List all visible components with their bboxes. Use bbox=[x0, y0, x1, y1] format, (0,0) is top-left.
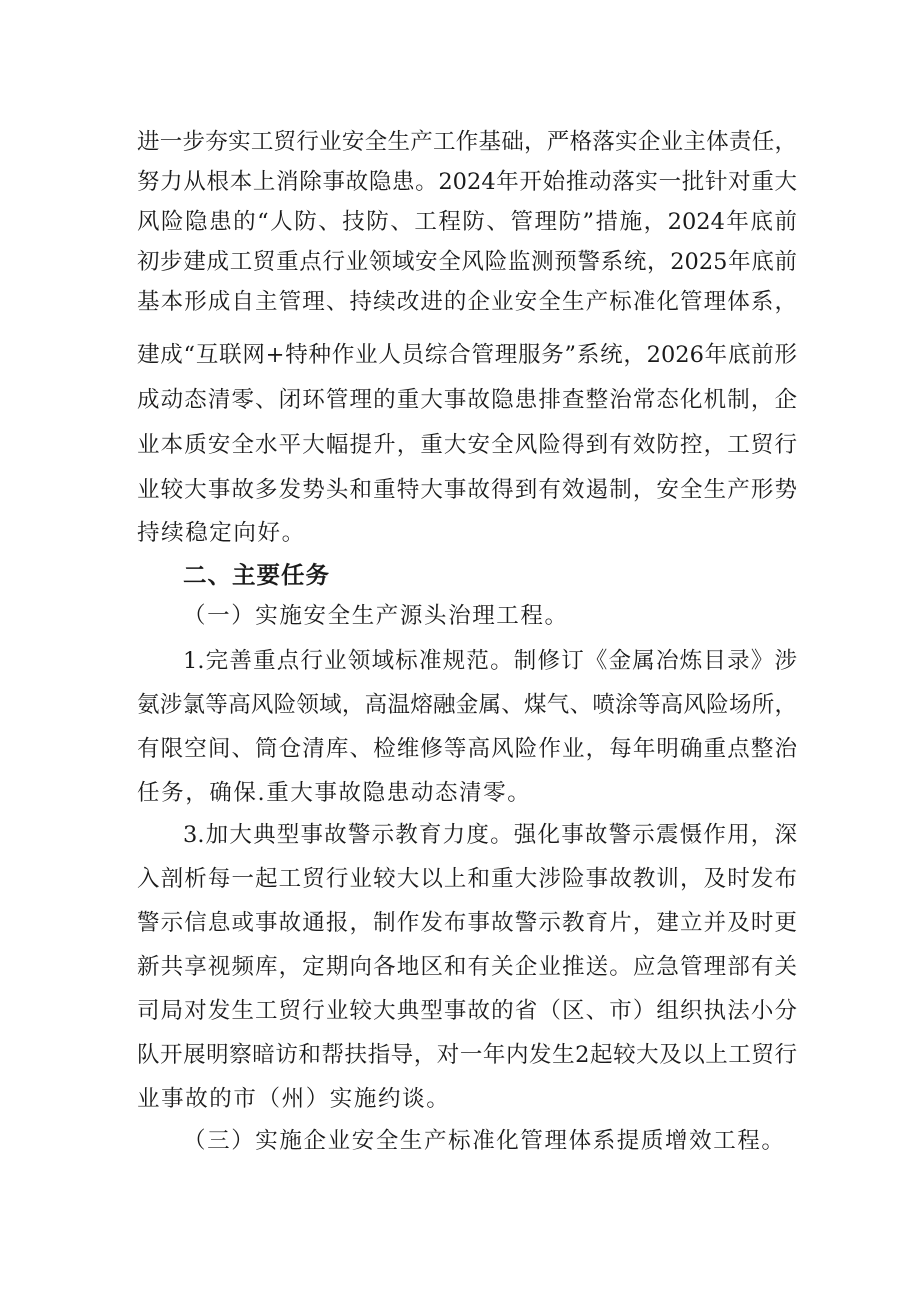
paragraph-line: 任务，确保.重大事故隐患动态清零。 bbox=[137, 780, 532, 806]
paragraph-line: 有限空间、筒仓清库、检维修等高风险作业，每年明确重点整治 bbox=[137, 736, 797, 762]
paragraph-line: 进一步夯实工贸行业安全生产工作基础，严格落实企业主体责任， bbox=[137, 129, 797, 155]
paragraph-line: 警示信息或事故通报，制作发布事故警示教育片，建立并及时更 bbox=[137, 910, 797, 936]
paragraph-line: 业事故的市（州）实施约谈。 bbox=[137, 1086, 451, 1112]
subsection-title: （三）实施企业安全生产标准化管理体系提质增效工程。 bbox=[183, 1128, 786, 1154]
paragraph-line: 队开展明察暗访和帮扶指导，对一年内发生2起较大及以上工贸行 bbox=[137, 1042, 797, 1068]
subsection-title: （一）实施安全生产源头治理工程。 bbox=[183, 603, 569, 629]
paragraph-line: 新共享视频库，定期向各地区和有关企业推送。应急管理部有关 bbox=[137, 954, 797, 980]
paragraph-line: 入剖析每一起工贸行业较大以上和重大涉险事故教训，及时发布 bbox=[137, 866, 797, 892]
paragraph-line: 风险隐患的“人防、技防、工程防、管理防”措施，2024年底前 bbox=[137, 209, 797, 235]
paragraph-line: 建成“互联网+特种作业人员综合管理服务”系统，2026年底前形 bbox=[137, 342, 797, 368]
paragraph-line: 成动态清零、闭环管理的重大事故隐患排查整治常态化机制，企 bbox=[137, 387, 797, 413]
paragraph-line: 业本质安全水平大幅提升，重大安全风险得到有效防控，工贸行 bbox=[137, 432, 797, 458]
paragraph-line: 基本形成自主管理、持续改进的企业安全生产标准化管理体系， bbox=[137, 289, 797, 315]
paragraph-line: 氨涉氯等高风险领域，高温熔融金属、煤气、喷涂等高风险场所， bbox=[137, 692, 797, 718]
paragraph-line: 司局对发生工贸行业较大典型事故的省（区、市）组织执法小分 bbox=[137, 998, 797, 1024]
paragraph-line: 业较大事故多发势头和重特大事故得到有效遏制，安全生产形势 bbox=[137, 477, 797, 503]
paragraph-line: 持续稳定向好。 bbox=[137, 520, 306, 546]
paragraph-line: 努力从根本上消除事故隐患。2024年开始推动落实一批针对重大 bbox=[137, 169, 797, 195]
paragraph-line: 3.加大典型事故警示教育力度。强化事故警示震慑作用，深 bbox=[183, 822, 797, 848]
section-heading: 二、主要任务 bbox=[183, 561, 330, 589]
paragraph-line: 初步建成工贸重点行业领域安全风险监测预警系统，2025年底前 bbox=[137, 249, 797, 275]
paragraph-line: 1.完善重点行业领域标准规范。制修订《金属冶炼目录》涉 bbox=[183, 648, 797, 674]
